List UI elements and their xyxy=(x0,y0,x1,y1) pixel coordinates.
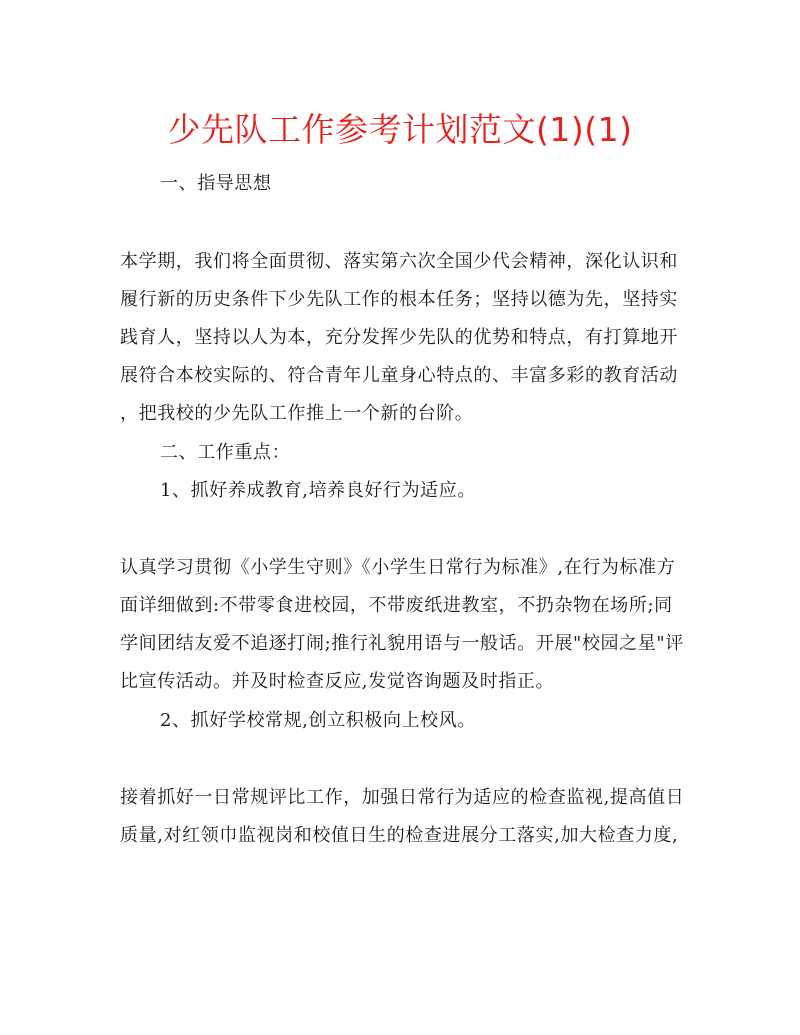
paragraph-line: 质量,对红领巾监视岗和校值日生的检查进展分工落实,加大检查力度, xyxy=(120,825,679,846)
document-title: 少先队工作参考计划范文(1)(1) xyxy=(167,110,633,149)
paragraph-line: 接着抓好一日常规评比工作，加强日常行为适应的检查监视,提高值日 xyxy=(120,787,685,808)
subheading-item-1: 1、抓好养成教育,培养良好行为适应。 xyxy=(160,480,476,501)
paragraph-line: 本学期，我们将全面贯彻、落实第六次全国少代会精神，深化认识和 xyxy=(120,251,678,272)
paragraph-line: ，把我校的少先队工作推上一个新的台阶。 xyxy=(120,403,474,424)
section-heading-work-focus: 二、工作重点： xyxy=(160,442,291,463)
section-heading-guiding-ideology: 一、指导思想 xyxy=(160,173,272,194)
paragraph-line: 展符合本校实际的、符合青年儿童身心特点的、丰富多彩的教育活动 xyxy=(120,365,678,386)
paragraph-line: 比宣传活动。并及时检查反应,发觉咨询题及时指正。 xyxy=(120,671,555,692)
subheading-item-2: 2、抓好学校常规,创立积极向上校风。 xyxy=(160,710,476,731)
paragraph-line: 学间团结友爱不追逐打闹;推行礼貌用语与一般话。开展"校园之星"评 xyxy=(120,633,684,654)
paragraph-line: 践育人，坚持以人为本，充分发挥少先队的优势和特点，有打算地开 xyxy=(120,327,678,348)
paragraph-line: 认真学习贯彻《小学生守则》《小学生日常行为标准》,在行为标准方 xyxy=(120,557,676,578)
paragraph-line: 履行新的历史条件下少先队工作的根本任务；坚持以德为先，坚持实 xyxy=(120,289,678,310)
paragraph-line: 面详细做到:不带零食进校园，不带废纸进教室，不扔杂物在场所;同 xyxy=(120,595,673,616)
